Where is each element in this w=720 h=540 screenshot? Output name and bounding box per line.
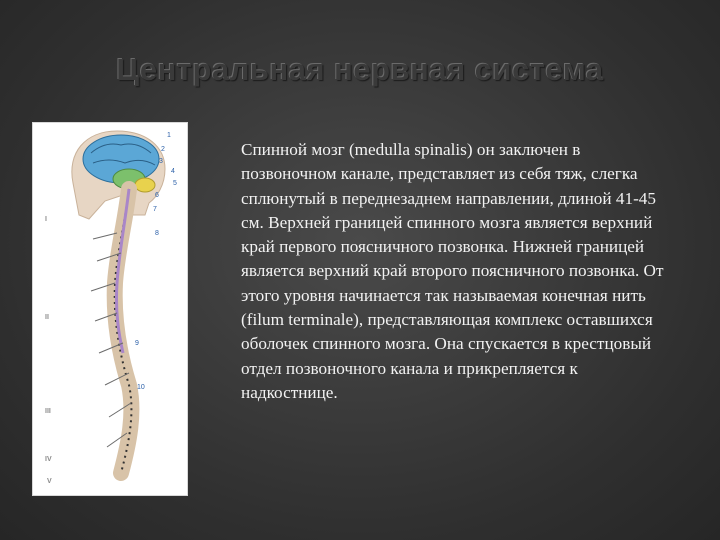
diagram-label-6: 6	[155, 192, 159, 199]
diagram-label-IV: IV	[45, 456, 52, 463]
diagram-label-7: 7	[153, 206, 157, 213]
diagram-label-1: 1	[167, 132, 171, 139]
diagram-label-V: V	[47, 478, 52, 485]
diagram-label-3: 3	[159, 158, 163, 165]
body-text: Спинной мозг (medulla spinalis) он заключен в позвоночном канале, представляет из себя тяж, слегка сплюнутый в переднезаднем направлении, длиной 41-45 см. Верхней границей спинного мозга является верхний край первого поясничного позвонка. Нижней границей является верхний край второго поясничного позвонка. От этого уровня начинается так называемая конечная нить (filum terminale), представляющая комплекс оставшихся оболочек спинного мозга. Она спускается в крестцовый отдел позвоночного канала и прикрепляется к надкостнице.	[241, 140, 664, 402]
slide-title: Центральная нервная система	[116, 52, 604, 87]
diagram-label-5: 5	[173, 180, 177, 187]
diagram-label-2: 2	[161, 146, 165, 153]
diagram-label-8: 8	[155, 230, 159, 237]
spinal-cord-illustration	[32, 122, 188, 496]
diagram-label-I: I	[45, 216, 47, 223]
diagram-label-II: II	[45, 314, 49, 321]
diagram-label-4: 4	[171, 168, 175, 175]
diagram-label-10: 10	[137, 384, 145, 391]
spinal-cord-diagram	[33, 123, 187, 495]
diagram-label-9: 9	[135, 340, 139, 347]
diagram-label-III: III	[45, 408, 51, 415]
